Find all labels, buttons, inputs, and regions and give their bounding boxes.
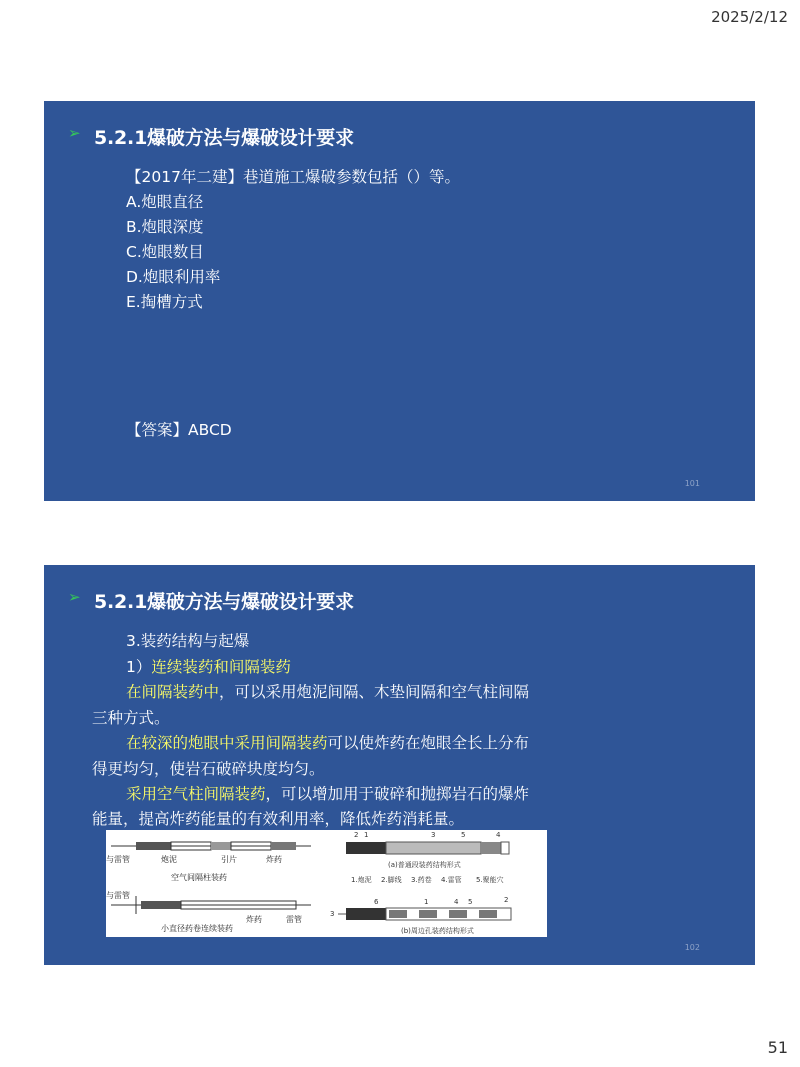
left-label-bottom-3: 雷管 <box>286 915 302 924</box>
legend-2: 2.脚线 <box>381 876 402 884</box>
right-caption-a: (a)普通段装药结构形式 <box>388 861 461 869</box>
left-label-bottom-2: 炸药 <box>246 915 262 924</box>
paragraph-2 <box>126 731 529 753</box>
p3-rest: ，可以增加用于破碎和抛掷岩石的爆炸 <box>265 785 530 803</box>
subsection-highlight: 连续装药和间隔装药 <box>151 658 291 676</box>
arrow-bullet-icon: ➢ <box>68 588 81 606</box>
num-b-1: 1 <box>424 898 429 906</box>
p1-rest: ，可以采用炮泥间隔、木垫间隔和空气柱间隔 <box>219 683 530 701</box>
option-c: C.炮眼数目 <box>126 243 204 261</box>
option-d: D.炮眼利用率 <box>126 268 221 286</box>
left-label-top-1: 与雷管 <box>106 855 130 864</box>
num-b-2: 2 <box>504 896 509 904</box>
num-a-5: 4 <box>496 831 501 839</box>
answer-text: 【答案】ABCD <box>126 421 232 439</box>
num-a-4: 5 <box>461 831 466 839</box>
legend-4: 4.雷管 <box>441 876 462 884</box>
legend-5: 5.聚能穴 <box>476 876 504 884</box>
num-b-4: 4 <box>454 898 459 906</box>
slide-title-text: 5.2.1爆破方法与爆破设计要求 <box>94 127 354 149</box>
paragraph-3-cont: 能量，提高炸药能量的有效利用率，降低炸药消耗量。 <box>92 810 465 828</box>
paragraph-2-cont: 得更均匀，使岩石破碎块度均匀。 <box>92 760 325 778</box>
legend-1: 1.炮泥 <box>351 876 372 884</box>
left-label-top-3: 引片 <box>221 855 237 864</box>
left-caption-top: 空气间隔柱装药 <box>171 873 227 882</box>
slide-number: 101 <box>684 479 700 488</box>
paragraph-1-cont: 三种方式。 <box>92 709 170 727</box>
slide-title-text: 5.2.1爆破方法与爆破设计要求 <box>94 591 354 613</box>
option-b: B.炮眼深度 <box>126 218 204 236</box>
legend-3: 3.药卷 <box>411 876 432 884</box>
left-diagram-bottom <box>106 890 311 933</box>
charge-structure-diagram <box>106 830 547 937</box>
left-label-top-2: 炮泥 <box>161 855 177 864</box>
subsection-prefix: 1） <box>126 658 152 676</box>
num-a-3: 3 <box>431 831 436 839</box>
section-heading: 3.装药结构与起爆 <box>126 632 250 650</box>
right-diagram-b <box>330 896 511 935</box>
slide-102 <box>44 565 755 965</box>
slide-number: 102 <box>684 943 700 952</box>
subsection-heading <box>126 655 291 677</box>
charge-structure-figure <box>106 830 547 937</box>
slide-101 <box>44 101 755 501</box>
right-caption-b: (b)周边孔装药结构形式 <box>401 927 474 935</box>
slide-title <box>68 587 354 614</box>
num-b-5: 5 <box>468 898 473 906</box>
left-diagram-top <box>106 842 311 882</box>
p2-rest: 可以使炸药在炮眼全长上分布 <box>327 734 530 752</box>
paragraph-1 <box>126 680 529 702</box>
left-label-top-4: 炸药 <box>266 855 282 864</box>
print-date: 2025/2/12 <box>711 8 788 26</box>
page-number: 51 <box>767 1038 788 1057</box>
slide-title <box>68 123 354 150</box>
arrow-bullet-icon: ➢ <box>68 124 81 142</box>
question-text: 【2017年二建】巷道施工爆破参数包括（）等。 <box>126 168 460 186</box>
left-caption-bottom: 小直径药卷连续装药 <box>161 924 233 933</box>
option-e: E.掏槽方式 <box>126 293 203 311</box>
option-a: A.炮眼直径 <box>126 193 204 211</box>
right-diagram-a <box>346 831 509 884</box>
p3-highlight: 采用空气柱间隔装药 <box>126 785 266 803</box>
num-b-6: 6 <box>374 898 379 906</box>
num-a-1: 2 <box>354 831 359 839</box>
num-a-2: 1 <box>364 831 369 839</box>
p1-highlight: 在间隔装药中 <box>126 683 220 701</box>
left-label-bottom-1: 与雷管 <box>106 891 130 900</box>
num-b-3: 3 <box>330 910 335 918</box>
p2-highlight: 在较深的炮眼中采用间隔装药 <box>126 734 328 752</box>
paragraph-3 <box>126 782 529 804</box>
